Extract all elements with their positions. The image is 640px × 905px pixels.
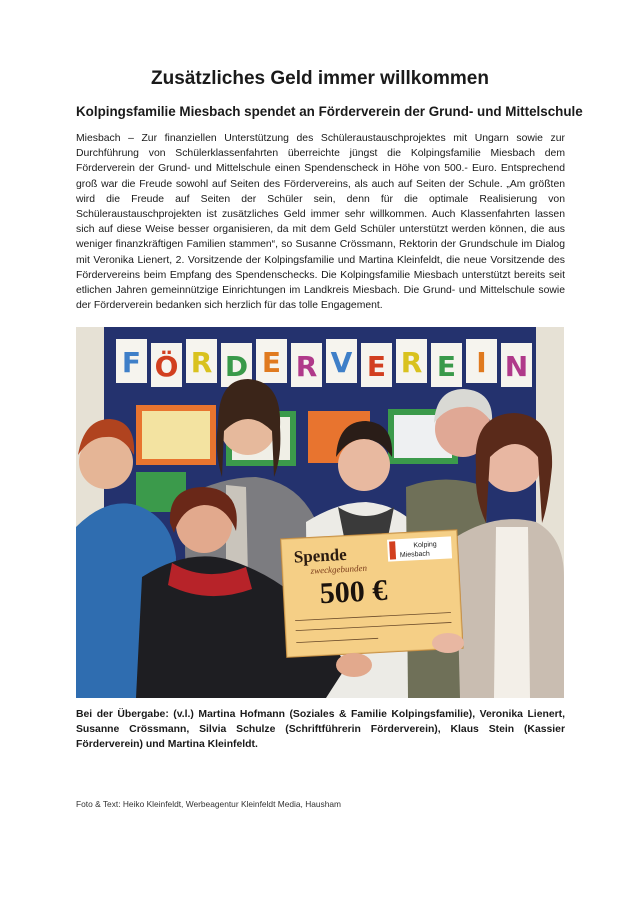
article-body: Miesbach – Zur finanziellen Unterstützung des Schüleraustauschprojektes mit Ungarn sowie zur Durchführung von Schülerklassenfahrten überreichte jüngst die Kolpingsfamilie Miesbach dem Förderverein der Grund- und Mittelschule einen Spendenscheck in Höhe von 500.- Euro. Entsprechend groß war die Freude sowohl auf Seiten des Fördervereins, als auch auf Seiten der Schule. „Am größten wird die Freude auf Seiten der Schüler sein, denn für die optimale Realisierung von Schüleraustauschprojekten ist zusätzliches Geld immer sehr willkommen. Auch Klassenfahrten lassen sich auf diese Weise besser organisieren, da mit dem Geld Schüler unterstützt werden können, die aus weniger finanzkräftigen Familien stammen“, so Susanne Crössmann, Rektorin der Grundschule im Dialog mit Veronika Lienert, 2. Vorsitzende der Kolpingsfamilie und Martina Kleinfeldt, die neue Vorsitzende des Fördervereins beim Empfang des Spendenschecks. Die Kolpingsfamilie Miesbach unterstützt bereits seit etlichen Jahren gemeinnützige Einrichtungen im Landkreis Miesbach. Die Grund- und Mittelschule sowie der Förderverein bedanken sich herzlich für das tolle Engagement. [76, 133, 565, 312]
check-brand-top: Kolping [413, 541, 437, 550]
banner-letter: E [436, 350, 457, 383]
banner-letter: E [366, 350, 387, 383]
banner-letter: R [295, 350, 318, 383]
banner-letter: R [190, 346, 213, 379]
banner-letter: R [400, 346, 423, 379]
banner-letter: E [261, 346, 282, 379]
article-title: Zusätzliches Geld immer willkommen [151, 68, 489, 89]
photo-credits: Foto & Text: Heiko Kleinfeldt, Werbeagentur Kleinfeldt Media, Hausham [76, 799, 342, 809]
check-subtitle: zweckgebunden [310, 562, 368, 576]
check-brand-bottom: Miesbach [399, 550, 430, 560]
banner-letter: D [224, 350, 249, 383]
check-title: Spende [293, 544, 348, 567]
check-amount: 500 € [318, 573, 389, 611]
photo-caption: Bei der Übergabe: (v.l.) Martina Hofmann (Soziales & Familie Kolpingsfamilie), Veronika Lienert, Susanne Crössmann, Silvia Schulze (Schriftführerin Förderverein), Klaus Stein (Kassier Förderverein) und Martina Kleinfeldt. [76, 709, 565, 751]
banner-letter: F [121, 346, 142, 379]
banner-letter: V [330, 346, 353, 379]
banner-letter: N [504, 350, 529, 383]
banner-letter: Ö [154, 350, 179, 383]
article-subtitle: Kolpingsfamilie Miesbach spendet an Förderverein der Grund- und Mittelschule [76, 104, 583, 119]
group-photo [76, 327, 564, 698]
banner-letter: I [476, 346, 487, 379]
